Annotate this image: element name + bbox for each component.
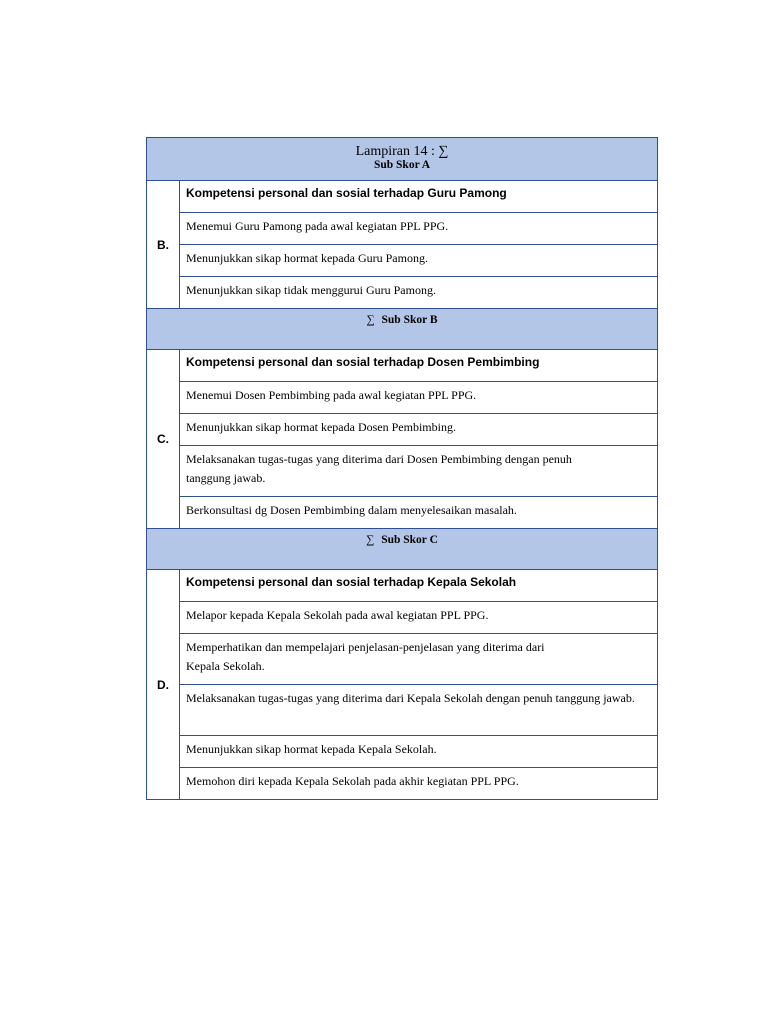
- section-b-heading-row: [147, 181, 658, 213]
- item-d-4: Menunjukkan sikap hormat kepada Kepala Sekolah.: [180, 736, 658, 768]
- table-row: [147, 602, 658, 634]
- header-band-row: [147, 138, 658, 181]
- item-d-5: Memohon diri kepada Kepala Sekolah pada akhir kegiatan PPL PPG.: [180, 768, 658, 800]
- section-d-heading-row: [147, 570, 658, 602]
- section-heading-d: Kompetensi personal dan sosial terhadap Kepala Sekolah: [180, 570, 658, 602]
- item-c-3: Melaksanakan tugas-tugas yang diterima dari Dosen Pembimbing dengan penuh tanggung jawab.: [180, 446, 658, 497]
- table-row: [147, 414, 658, 446]
- sub-score-a-label: Sub Skor A: [373, 159, 431, 171]
- table-row: [147, 634, 658, 685]
- table-row: [147, 277, 658, 309]
- sum-icon: ∑: [366, 534, 375, 546]
- sum-icon: ∑: [366, 314, 375, 326]
- item-c-4: Berkonsultasi dg Dosen Pembimbing dalam menyelesaikan masalah.: [180, 497, 658, 529]
- table-row: [147, 768, 658, 800]
- section-letter-c: C.: [147, 350, 180, 529]
- table-row: [147, 245, 658, 277]
- section-heading-c: Kompetensi personal dan sosial terhadap Dosen Pembimbing: [180, 350, 658, 382]
- table-row: [147, 382, 658, 414]
- item-c-2: Menunjukkan sikap hormat kepada Dosen Pembimbing.: [180, 414, 658, 446]
- item-b-1: Menemui Guru Pamong pada awal kegiatan PPL PPG.: [180, 213, 658, 245]
- table-row: [147, 685, 658, 736]
- sub-score-b-band: [147, 309, 658, 350]
- item-d-2: Memperhatikan dan mempelajari penjelasan-penjelasan yang diterima dari Kepala Sekolah.: [180, 634, 658, 685]
- page-title: Lampiran 14 : ∑: [355, 144, 449, 159]
- item-d-3: Melaksanakan tugas-tugas yang diterima dari Kepala Sekolah dengan penuh tanggung jawab.: [180, 685, 658, 736]
- section-letter-d: D.: [147, 570, 180, 800]
- sub-score-c-band: [147, 529, 658, 570]
- section-c-heading-row: [147, 350, 658, 382]
- sub-score-c-row: [147, 529, 658, 570]
- item-b-3: Menunjukkan sikap tidak menggurui Guru Pamong.: [180, 277, 658, 309]
- item-b-2: Menunjukkan sikap hormat kepada Guru Pamong.: [180, 245, 658, 277]
- item-d-1: Melapor kepada Kepala Sekolah pada awal kegiatan PPL PPG.: [180, 602, 658, 634]
- section-letter-b: B.: [147, 181, 180, 309]
- item-c-1: Menemui Dosen Pembimbing pada awal kegiatan PPL PPG.: [180, 382, 658, 414]
- table-row: [147, 213, 658, 245]
- sub-score-b-row: [147, 309, 658, 350]
- table-row: [147, 736, 658, 768]
- header-band: [147, 138, 658, 181]
- assessment-table: [146, 137, 658, 800]
- sub-score-c-label: Sub Skor C: [381, 534, 438, 546]
- sub-score-b-label: Sub Skor B: [381, 314, 438, 326]
- section-heading-b: Kompetensi personal dan sosial terhadap Guru Pamong: [180, 181, 658, 213]
- table-row: [147, 497, 658, 529]
- table-row: [147, 446, 658, 497]
